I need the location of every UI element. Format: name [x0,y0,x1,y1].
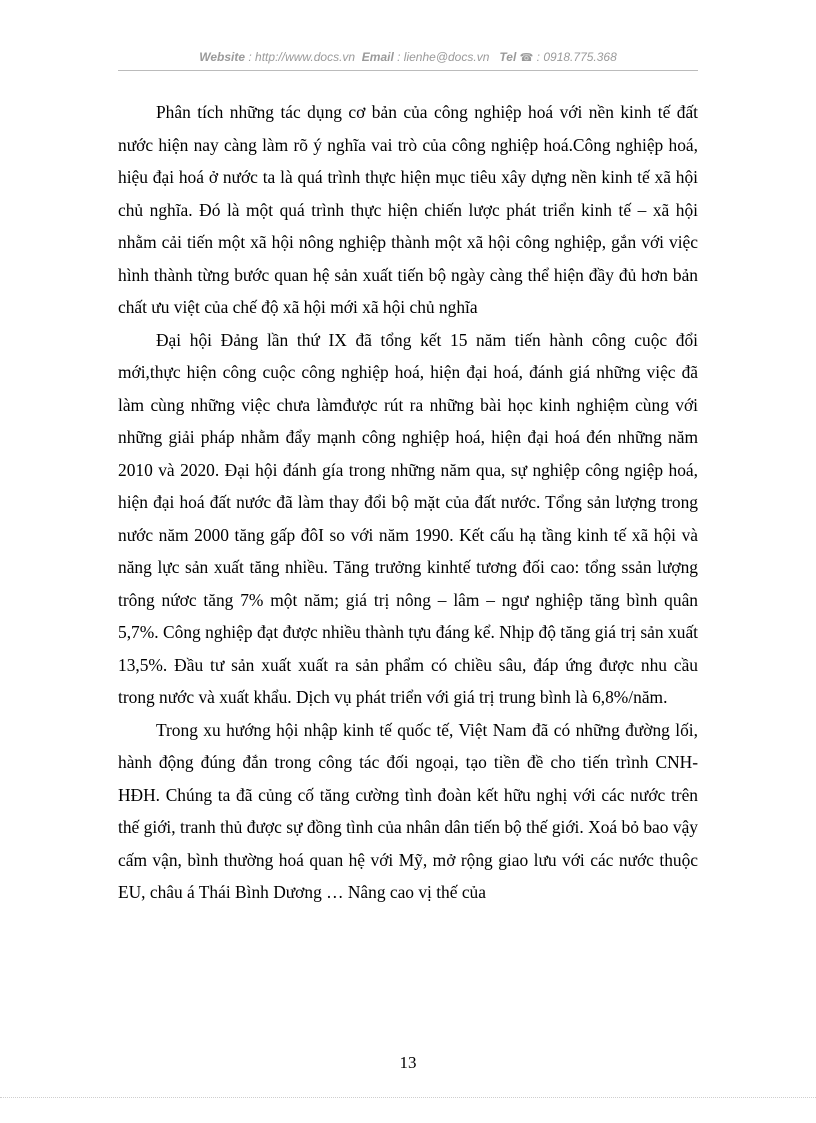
paragraph: Trong xu hướng hội nhập kinh tế quốc tế, Việt Nam đã có những đường lối, hành động đúng đắn trong công tác đối ngoại, tạo tiền đề cho tiến trình CNH-HĐH. Chúng ta đã củng cố tăng cường tình đoàn kết hữu nghị với các nước trên thế giới, tranh thủ được sự đồng tình của nhân dân tiến bộ thế giới. Xoá bỏ bao vậy cấm vận, bình thường hoá quan hệ với Mỹ, mở rộng giao lưu với các nước thuộc EU, châu á Thái Bình Dương … Nâng cao vị thế của [118,719,698,902]
paragraph: Đại hội Đảng lần thứ IX đã tổng kết 15 năm tiến hành công cuộc đổi mới,thực hiện công cuộc công nghiệp hoá, hiện đại hoá, đánh giá những việc đã làm cùng những việc chưa làmđược rút ra những bài học kinh nghiệm cùng với những giải pháp nhằm đẩy mạnh công nghiệp hoá, hiện đại hoá đén những năm 2010 và 2020. Đại hội đánh gía trong những năm qua, sự nghiệp công ngiệp hoá, hiện đại hoá đất nước đã làm thay đổi bộ mặt của đất nước. Tổng sản lượng trong nước năm 2000 tăng gấp đôI so với năm 1990. Kết cấu hạ tầng kinh tế xã hội và năng lực sản xuất tăng nhiều. Tăng trưởng kinhtế tương đối cao: tổng ssản lượng trông nứơc tăng 7% một năm; giá trị nông – lâm – ngư nghiệp tăng bình quân 5,7%. Công nghiệp đạt được nhiều thành tựu đáng kể. Nhịp độ tăng giá trị sản xuất 13,5%. Đầu tư sản xuất xuất ra sản phẩm có chiều sâu, đáp ứng được nhu cầu trong nước và xuất khẩu. Dịch vụ phát triển với giá trị trung bình là 6,8%/năm. [118,329,698,707]
page-bottom-divider [0,1097,816,1098]
paragraph: Phân tích những tác dụng cơ bản của công nghiệp hoá với nền kinh tế đất nước hiện nay càng làm rõ ý nghĩa vai trò của công nghiệp hoá.Công nghiệp hoá, hiệu đại hoá ở nước ta là quá trình thực hiện mục tiêu xây dựng nền kinh tế xã hội chủ nghĩa. Đó là một quá trình thực hiện chiến lược phát triển kinh tế – xã hội nhằm cải tiến một xã hội nông nghiệp thành một xã hội công nghiệp, gắn với việc hình thành từng bước quan hệ sản xuất tiến bộ ngày càng thể hiện đầy đủ hơn bản chất ưu việt của chế độ xã hội mới xã hội chủ nghĩa [118,102,698,317]
website-link[interactable]: http://www.docs.vn [255,50,356,64]
tel-separator: : [533,50,544,64]
page-header [118,50,698,64]
tel-number: 0918.775.368 [543,50,617,64]
website-separator: : [245,50,256,64]
email-separator: : [393,50,404,64]
tel-label: Tel [499,50,517,64]
email-label: Email [361,50,394,64]
telephone-icon: ☎ [519,52,534,64]
email-link[interactable]: lienhe@docs.vn [403,50,490,64]
document-body [118,96,698,909]
website-label: Website [199,50,246,64]
header-divider [118,70,698,71]
page-number: 13 [399,1053,417,1072]
